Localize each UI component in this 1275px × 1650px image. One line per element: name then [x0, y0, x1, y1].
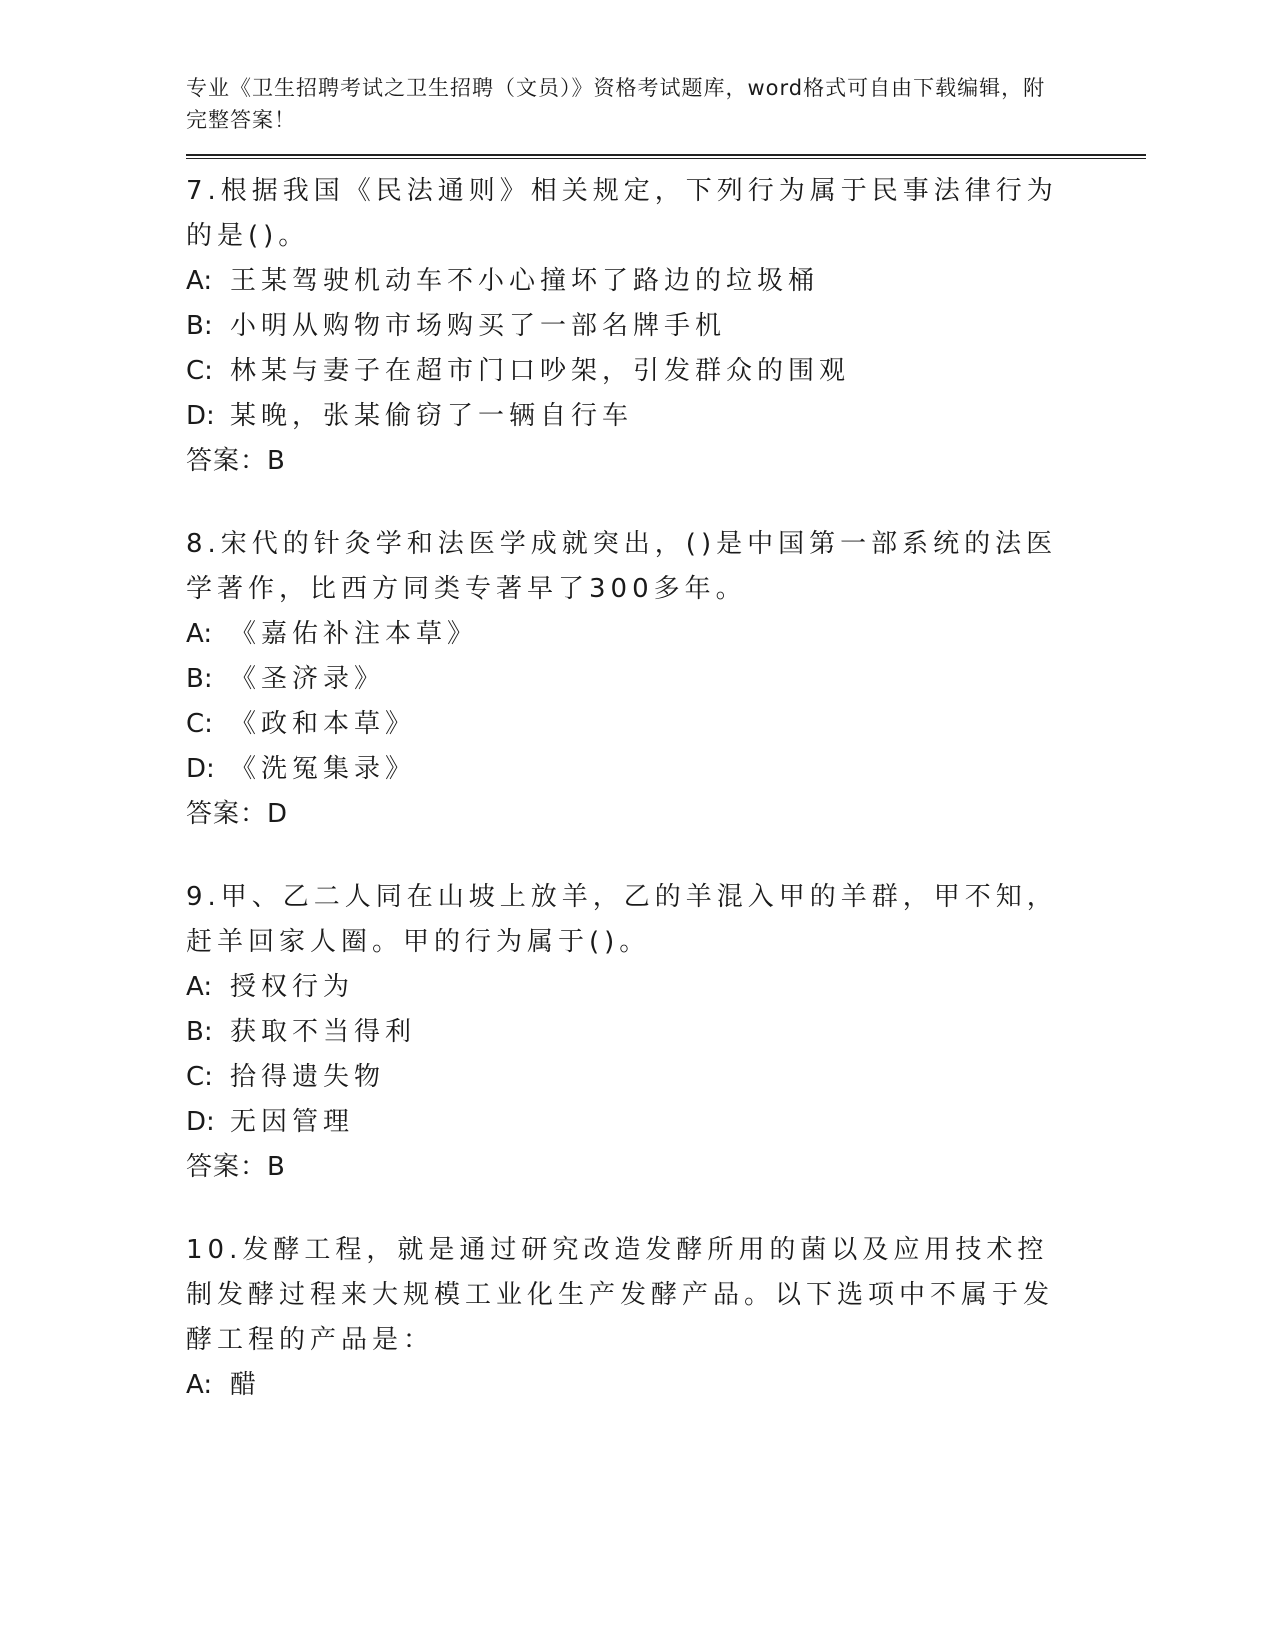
option-key: C:: [186, 709, 213, 739]
question-stem: 8.宋代的针灸学和法医学成就突出，()是中国第一部系统的法医学著作，比西方同类专著早了300多年。: [186, 529, 1058, 604]
option-key: C:: [186, 1062, 213, 1092]
option-a: [186, 965, 1146, 1010]
option-text: 小明从购物市场购买了一部名牌手机: [230, 311, 727, 341]
option-b: [186, 1010, 1146, 1055]
option-text: 拾得遗失物: [230, 1062, 386, 1092]
option-c: [186, 349, 1146, 394]
option-d: [186, 1100, 1146, 1145]
option-key: A:: [186, 1370, 213, 1400]
option-d: [186, 747, 1146, 792]
option-text: 《政和本草》: [230, 709, 417, 739]
option-key: A:: [186, 619, 213, 649]
option-text: 王某驾驶机动车不小心撞坏了路边的垃圾桶: [230, 266, 820, 296]
option-key: D:: [186, 401, 215, 431]
answer-value: B: [267, 446, 286, 476]
option-key: B:: [186, 1017, 213, 1047]
question-7: [186, 169, 1146, 484]
answer-label: 答案：: [186, 799, 268, 829]
option-text: 《圣济录》: [230, 664, 386, 694]
option-a: [186, 259, 1146, 304]
option-text: 获取不当得利: [230, 1017, 417, 1047]
option-key: A:: [186, 266, 213, 296]
answer-label: 答案：: [186, 1152, 268, 1182]
option-a: [186, 612, 1146, 657]
question-stem: 7.根据我国《民法通则》相关规定，下列行为属于民事法律行为的是()。: [186, 176, 1058, 251]
question-stem: 9.甲、乙二人同在山坡上放羊，乙的羊混入甲的羊群，甲不知，赶羊回家人圈。甲的行为属于()。: [186, 882, 1058, 957]
question-stem: 10.发酵工程，就是通过研究改造发酵所用的菌以及应用技术控制发酵过程来大规模工业化生产发酵产品。以下选项中不属于发酵工程的产品是：: [186, 1235, 1055, 1355]
header-divider: [186, 154, 1146, 159]
document-page: [186, 72, 1146, 1446]
question-8: [186, 522, 1146, 837]
option-b: [186, 304, 1146, 349]
option-text: 《嘉佑补注本草》: [230, 619, 479, 649]
answer-line: [186, 439, 1146, 484]
question-10: [186, 1228, 1146, 1408]
option-text: 某晚，张某偷窃了一辆自行车: [230, 401, 634, 431]
option-text: 《洗冤集录》: [230, 754, 417, 784]
option-text: 林某与妻子在超市门口吵架，引发群众的围观: [230, 356, 851, 386]
option-c: [186, 702, 1146, 747]
option-b: [186, 657, 1146, 702]
option-key: B:: [186, 664, 213, 694]
option-text: 醋: [230, 1370, 262, 1400]
option-key: C:: [186, 356, 213, 386]
option-text: 授权行为: [230, 972, 355, 1002]
option-text: 无因管理: [230, 1107, 355, 1137]
answer-value: D: [267, 799, 289, 829]
option-key: A:: [186, 972, 213, 1002]
option-key: D:: [186, 754, 215, 784]
option-key: B:: [186, 311, 213, 341]
option-d: [186, 394, 1146, 439]
document-header: 专业《卫生招聘考试之卫生招聘（文员）》资格考试题库，word格式可自由下载编辑，附完整答案！: [186, 76, 1046, 132]
answer-line: [186, 1145, 1146, 1190]
answer-line: [186, 792, 1146, 837]
answer-label: 答案：: [186, 446, 268, 476]
question-9: [186, 875, 1146, 1190]
question-list: [186, 169, 1146, 1408]
answer-value: B: [267, 1152, 286, 1182]
option-c: [186, 1055, 1146, 1100]
option-a: [186, 1363, 1146, 1408]
option-key: D:: [186, 1107, 215, 1137]
